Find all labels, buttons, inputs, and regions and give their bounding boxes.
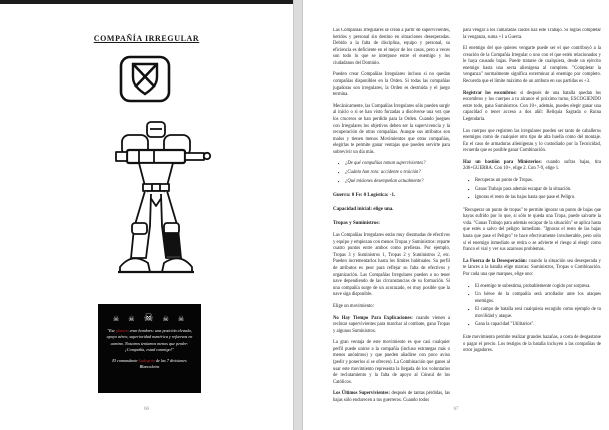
bullet-item: ▪ Un héroe de la compañía será arrollador ante los ataques enemigos. [475, 292, 601, 305]
quote-attribution [104, 358, 195, 371]
quote-box [98, 304, 201, 393]
bullet-item: ▪ Ganas Trabajo para además escapar de la situación. [475, 187, 601, 194]
right-page [303, 0, 609, 430]
skull-icon: ☠ [162, 315, 171, 323]
bullet-item: ▪ ¿Qué misiones desempeñan actualmente? [345, 179, 450, 186]
move-name: Haz un bastión para Ministerios: [463, 159, 542, 165]
shield-saltire-icon [118, 54, 172, 104]
move-paragraph [463, 259, 601, 279]
page-title: COMPAÑÍA IRREGULAR [93, 34, 200, 43]
skull-row [104, 310, 195, 325]
move-name: Registrar los escombros: [463, 90, 517, 96]
bullet-item: ▪ Gana la capacidad "Utilitarios". [475, 322, 601, 329]
paragraph: Las Compañías Irregulares se crean a partir de supervivientes, heridos y personal sin destino en situaciones desesperadas. Debido a la falta de disciplina, equipo y personal, su eficiencia es deficiente en el mejor de los casos, pero a veces son todo lo que se interpone entre el enemigo y los ciudadanos del Dominio. [333, 28, 450, 66]
bullet-item: ▪ El enemigo te subestima, probablemente cogido por sorpresa. [475, 284, 601, 291]
attr-segment: de las 7 divisiones Blancaletra [139, 358, 187, 370]
chapter-badge [118, 54, 172, 109]
paragraph: "Recuperar un punto de tropas" te permite ignorar un punto de bajas que hayas sufrido por lo que, si sólo te queda una Tropa, puede salvarte la vida. "Ganas Trabajo para además escapar de la situación" se aplica hasta que estés a salvo del peligro inmediato. "Ignoras el resto de las bajas hasta que pase el Peligro" te hace efectivamente invulnerable, pero sólo si el enemigo inmediato se retira o se advierte el riesgo al elegir como franco el vial y ver sus azarosos problemas. [463, 207, 601, 253]
text-column-left [333, 28, 450, 420]
skull-icon: ☠ [177, 315, 187, 323]
paragraph: Este movimiento permite realizar grandes hazañas, a costa de desgastarse o pagar el precio. Los testigos de la batalla incluyen a las compañías de otros jugadores. [463, 334, 601, 354]
move-text: cuando sufras bajas, tira 2d6+GUERRA. Con 10+, elige 2. Con 7-9, elige 1. [463, 159, 601, 172]
quote-text [104, 328, 195, 353]
attr-segment: El comandante [112, 358, 139, 364]
paragraph: Las Compañías Irregulares están muy diezmadas de efectivos y equipo y empiezan con menos Tropas y Suministros: reparte cuatro puntos entre ambos como prefieras. Por ejemplo, Tropas 3 y Suministros 1, Tropas 2 y Suministros 2, etc. Pueden incrementarlos hasta los límites habituales. Su perfil de atributos es peor para reflejar su falta de efectivos y organización. Las Compañías Irregulares pueden o no tener nave dependiendo de las circunstancias de su formación. Si una compañía surge de un acorazado, es muy posible que la nave siga disponible. [333, 233, 450, 298]
skull-icon: ☠ [143, 311, 156, 324]
bullet-item: ▪ Recuperas un punto de Tropas. [475, 178, 601, 185]
question-list [333, 161, 450, 185]
paragraph: Mecánicamente, las Compañías Irregulares sólo pueden surgir al inicio o si se han visto forzadas a disolverse una vez que los cruceros se han perdido para la Orden. Cuando juegues con Irregulares los objetivos deben ser la supervivencia y la recuperación de otras compañías. Aunque sus atributos son malos y tienen menos Movimientos que otras compañías, elegirlas te permite ganar ventajas que pueden servirte para sobrevivir un día más. [333, 103, 450, 155]
skull-icon: ☠ [112, 315, 122, 323]
quote-segment: eran hombres: una posición elevada, apoyo aéreo, superioridad numérica y refuerzos en camino. Nosotros teníamos menos que perder: ¡Compañía, estad conmigo!" [106, 328, 193, 352]
capacity-heading: Capacidad inicial: elige una. [333, 207, 394, 213]
quote-highlight: planeta [116, 328, 129, 333]
move-prompt: Elige un movimiento: [333, 303, 374, 309]
result-list [463, 178, 601, 202]
move-text: después de tantas pérdidas, las bajas sólo endurecen a tus guerreros. Cuando todos [333, 391, 450, 403]
page-number-right: 67 [453, 407, 459, 412]
left-page [0, 4, 293, 430]
paragraph: El enemigo del que quieres vengarte puede ser el que contribuyó a la creación de la Compañía Irregular o uno con el que estén relacionados y le haya causado bajas. Puede tratarse de cualquiera, desde un ejército enemigo hasta una secta alienígena al completo. "Completar la venganza" normalmente significa exterminar al enemigo por completo. Recuerda que el límite máximo de un atributo en sus partidas es +3. [463, 46, 601, 85]
move-paragraph [333, 316, 450, 336]
move-paragraph [463, 91, 601, 124]
move-name: La Fuerza de la Desesperación: [463, 258, 528, 264]
troops-heading: Tropas y Suministros: [333, 221, 380, 227]
marine-illustration [94, 120, 218, 285]
text-column-right [463, 28, 601, 420]
paragraph: Los cuerpos que registren las irregulares pueden ser tanto de caballeros enemigos como de cualquier otro tipo de alta huella como del montaje. En el caso de armaduras alienígenas y lo custodiado por la Tecnicidad, recuerda que es posible ganar Combinación. [463, 128, 601, 154]
paragraph: para vengar a los camaradas caídos haz este Trabajo. Si logras completar la venganza, suma +1 a Guerra. [463, 28, 601, 40]
space-marine-icon [94, 120, 218, 280]
skull-icon: ☠ [128, 315, 137, 323]
move-paragraph [333, 391, 450, 404]
bullet-item: ▪ Ignoras el resto de las bajas hasta que pase el Peligro. [475, 195, 601, 202]
move-text: cuando vienen a reclutar supervivientes para marchar al combate, gana Tropas y algunos Suministros. [333, 315, 450, 334]
page-gutter [293, 0, 303, 430]
bullet-item: ▪ El campo de batalla será cualquiera escogido como ejemplo de tu movilidad y ataque. [475, 307, 601, 320]
move-text: si después de una batalla quedan los escombros y los cuerpos a tu alcance el próximo turno, ESCOGIENDO entre todo, gana Suministros. Con 10+, además, puedes elegir ganar una capacidad o tener acceso a dos añil: Reliquia Sagrada o Ruina Legendaria. [463, 90, 601, 122]
paragraph: La gran ventaja de este movimiento es que casi cualquier perfil puede unirse a la compañía (incluso estrategas más o menos anónimos) y que pueden añadirse con poco aviso (pedir y ponerlos si se ofrecen). La Combinación que ganes al usar este movimiento representa la llegada de los voluntarios de reclutamiento y la falta de apoyo al Cónsul de los Católicos. [333, 340, 450, 385]
quote-segment: "Ese [107, 328, 117, 333]
move-name: Los Últimos Supervivientes: [333, 391, 390, 397]
stats-heading: Guerra: 0 Fe: 0 Logística: -1. [333, 193, 396, 199]
bullet-item: ▪ ¿Cuánto han roto: accidente o traición? [345, 170, 450, 177]
move-text: cuando la situación sea desesperada y te lances a la batalla elige marcas: Suministros, Tropas o Combinación. Por cada una que marques, elige uno: [463, 258, 601, 277]
page-number-left: 66 [144, 407, 149, 412]
attr-highlight: Ludegrán [138, 358, 155, 364]
paragraph: Pueden crear Compañías Irregulares incluso si no quedan compañías disponibles en la Orden. Si todas las compañías jugadoras son irregulares, la Orden es destruida y el juego termina. [333, 72, 450, 98]
move-name: No Hay Tiempo Para Explicaciones: [333, 315, 413, 321]
move-paragraph [463, 160, 601, 173]
bullet-item: ▪ ¿De qué compañías toman supervivientes? [345, 161, 450, 168]
option-list [463, 284, 601, 329]
